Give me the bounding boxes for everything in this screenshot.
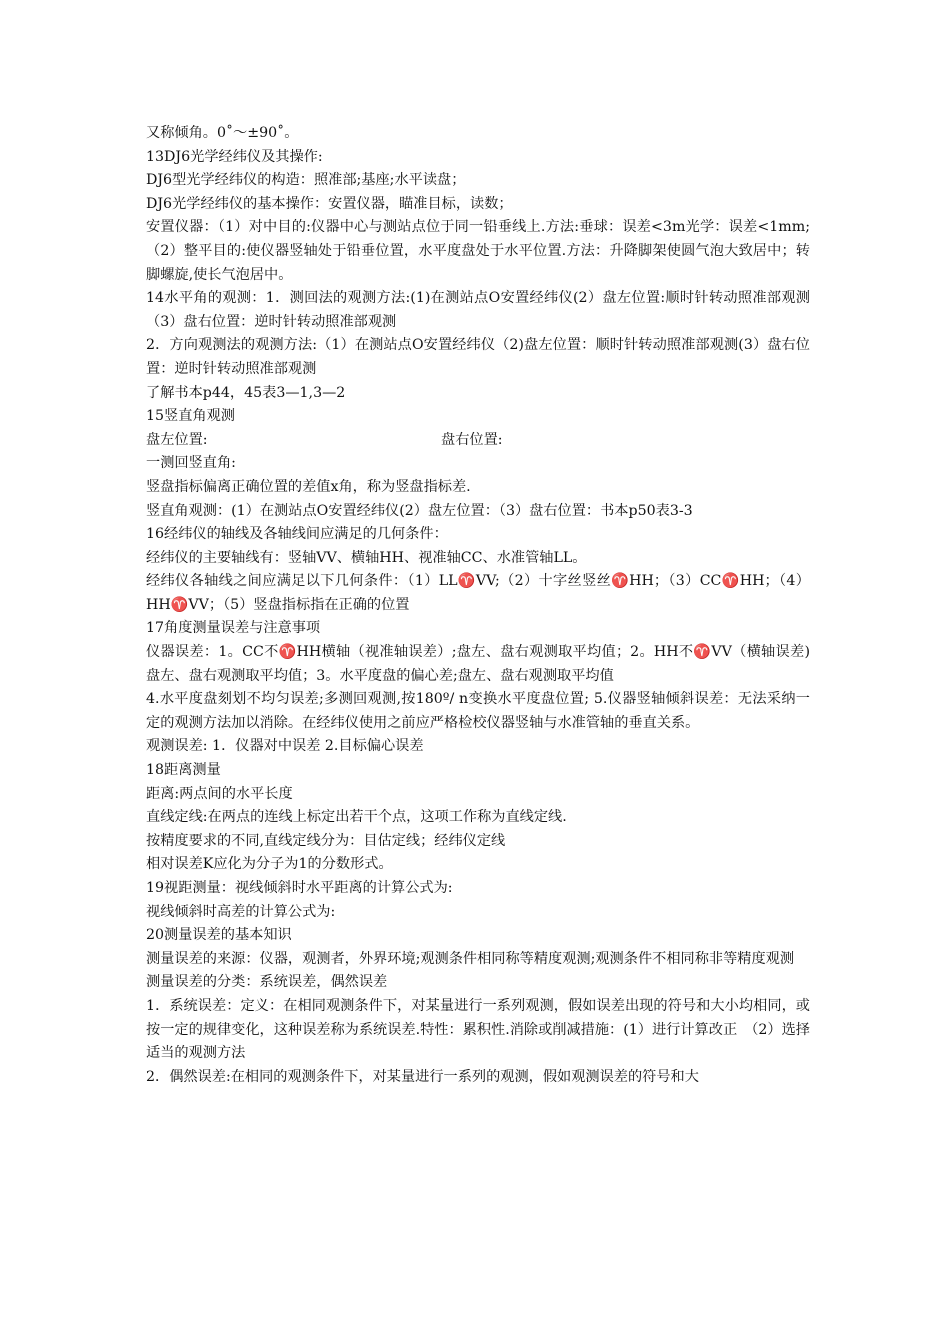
paragraph-instrument-errors: 仪器误差：1。CC不♈HH横轴（视准轴误差）;盘左、盘右观测取平均值；2。HH不♈VV（横轴误差)盘左、盘右观测取平均值；3。水平度盘的偏心差;盘左、盘右观测取平均值: [146, 644, 810, 684]
paragraph-direction-method: 2．方向观测法的观测方法:（1）在测站点O安置经纬仪（2)盘左位置：顺时针转动照准部观测(3）盘右位置：逆时针转动照准部观测: [146, 337, 810, 377]
paragraph-index-error: 竖盘指标偏离正确位置的差值x角，称为竖盘指标差.: [146, 478, 471, 495]
heading-15-vertical-angle: 15竖直角观测: [146, 408, 235, 425]
heading-18-distance: 18距离测量: [146, 762, 221, 779]
paragraph-dj6-operation: DJ6光学经纬仪的基本操作：安置仪器，瞄准目标，读数；: [146, 195, 513, 212]
heading-20-error-basics: 20测量误差的基本知识: [146, 927, 292, 944]
paragraph-dj6-structure: DJ6型光学经纬仪的构造：照准部;基座;水平读盘；: [146, 172, 466, 189]
paragraph-random-error: 2．偶然误差:在相同的观测条件下，对某量进行一系列的观测，假如观测误差的符号和大: [146, 1068, 699, 1085]
heading-13-dj6: 13DJ6光学经纬仪及其操作:: [146, 148, 323, 165]
heading-16-axes: 16经纬仪的轴线及各轴线间应满足的几何条件：: [146, 526, 448, 543]
paragraph-tilt-angle: 又称倾角。0˚～±90˚。: [146, 125, 299, 141]
heading-17-angle-errors: 17角度测量误差与注意事项: [146, 620, 321, 637]
face-position-row: [146, 429, 810, 453]
paragraph-main-axes: 经纬仪的主要轴线有：竖轴VV、横轴HH、视准轴CC、水准管轴LL。: [146, 549, 587, 566]
paragraph-error-classification: 测量误差的分类：系统误差，偶然误差: [146, 974, 388, 991]
face-left-label: 盘左位置:: [146, 431, 208, 448]
paragraph-graduation-errors: 4.水平度盘刻划不均匀误差;多测回观测,按180º/ n变换水平度盘位置; 5.仪器竖轴倾斜误差：无法采纳一定的观测方法加以消除。在经纬仪使用之前应严格检校仪器竖轴与水准管轴的垂直关系。: [146, 691, 810, 731]
face-right-label: 盘右位置:: [441, 431, 503, 448]
paragraph-alignment-types: 按精度要求的不同,直线定线分为：目估定线；经纬仪定线: [146, 832, 506, 849]
paragraph-error-sources: 测量误差的来源：仪器，观测者，外界环境;观测条件相同称等精度观测;观测条件不相同称非等精度观测: [146, 950, 795, 967]
paragraph-book-reference: 了解书本p44，45表3—1,3—2: [146, 384, 346, 401]
paragraph-setup-instrument: 安置仪器：（1）对中目的:仪器中心与测站点位于同一铅垂线上.方法:垂球：误差<3m光学：误差<1mm;（2）整平目的:使仪器竖轴处于铅垂位置，水平度盘处于水平位置.方法：升降脚架使圆气泡大致居中；转脚螺旋,使长气泡居中。: [146, 219, 810, 283]
paragraph-vertical-observation: 竖直角观测：(1）在测站点O安置经纬仪(2）盘左位置：（3）盘右位置：书本p50表3-3: [146, 502, 693, 519]
document-page: [146, 122, 810, 1089]
paragraph-systematic-error: 1．系统误差：定义：在相同观测条件下，对某量进行一系列观测，假如误差出现的符号和大小均相同，或按一定的规律变化，这种误差称为系统误差.特性：累积性.消除或削减措施：(1）进行计算改正 （2）选择适当的观测方法: [146, 997, 810, 1062]
paragraph-distance-def: 距离:两点间的水平长度: [146, 785, 293, 802]
paragraph-one-round-vertical: 一测回竖直角:: [146, 455, 236, 472]
paragraph-observation-errors: 观测误差: 1．仪器对中误差 2.目标偏心误差: [146, 738, 424, 755]
paragraph-line-alignment: 直线定线:在两点的连线上标定出若干个点，这项工作称为直线定线.: [146, 809, 567, 826]
paragraph-14-horizontal-angle: 14水平角的观测：1．测回法的观测方法:(1)在测站点O安置经纬仪(2）盘左位置:顺时针转动照准部观测（3）盘右位置：逆时针转动照准部观测: [146, 290, 810, 330]
paragraph-geometric-conditions: 经纬仪各轴线之间应满足以下几何条件：（1）LL♈VV;（2）十字丝竖丝♈HH；（3）CC♈HH；（4）HH♈VV；（5）竖盘指标指在正确的位置: [146, 573, 810, 613]
paragraph-height-formula: 视线倾斜时高差的计算公式为:: [146, 903, 336, 920]
paragraph-relative-error: 相对误差K应化为分子为1的分数形式。: [146, 856, 393, 873]
heading-19-stadia: 19视距测量：视线倾斜时水平距离的计算公式为:: [146, 880, 453, 896]
